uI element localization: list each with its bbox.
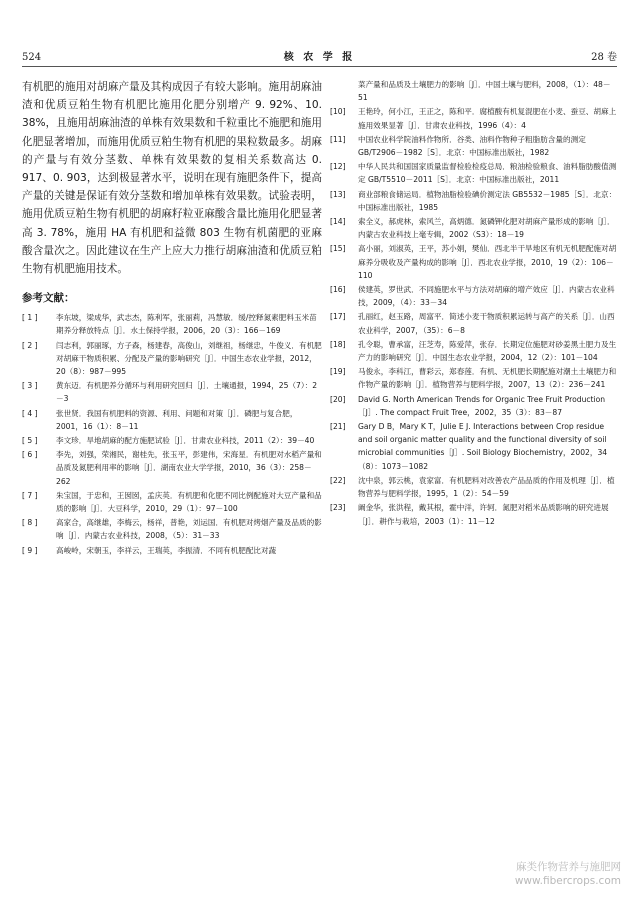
references-heading: 参考文献： bbox=[22, 292, 75, 305]
reference-item bbox=[330, 283, 620, 309]
reference-list-left bbox=[22, 311, 322, 557]
reference-item bbox=[330, 242, 620, 282]
reference-text: 朱宝国，于忠和，王囡囡，孟庆英．有机肥和化肥不同比例配施对大豆产量和品质的影响［J］．大豆科学，2010，29（1）：97－100 bbox=[56, 490, 322, 514]
reference-item bbox=[330, 133, 620, 159]
reference-number: [16] bbox=[330, 285, 346, 295]
reference-text: 中华人民共和国国家质量监督检验检疫总局．粮油检验粮食、油料脂肪酸值测定 GB/T5510－2011［S］．北京：中国标准出版社，2011 bbox=[358, 162, 617, 185]
reference-number: [21] bbox=[330, 422, 346, 432]
reference-item bbox=[330, 78, 620, 104]
reference-number: [ 9 ] bbox=[22, 545, 38, 555]
reference-text: 张世贤．我国有机肥料的资源、利用、问题和对策［J］．磷肥与复合肥，2001，16（1）：8－11 bbox=[56, 408, 298, 431]
reference-item bbox=[330, 215, 620, 241]
page-number: 524 bbox=[22, 52, 42, 63]
reference-item bbox=[330, 474, 620, 500]
reference-item bbox=[22, 379, 322, 405]
reference-item bbox=[330, 310, 620, 336]
reference-number: [12] bbox=[330, 162, 346, 172]
reference-text: David G. North American Trends for Organic Tree Fruit Production［J］. The compact Fruit Tree，2002，35（3）：83－87 bbox=[358, 394, 606, 417]
reference-number: [ 8 ] bbox=[22, 518, 38, 528]
reference-number: [10] bbox=[330, 107, 346, 117]
watermark-url: www.fibercrops.com bbox=[514, 875, 621, 887]
right-column bbox=[330, 78, 620, 529]
reference-text: 阚金华，张洪程，戴其根，霍中洋，许轲．氮肥对稻米品质影响的研究进展［J］．耕作与栽培，2003（1）：11－12 bbox=[358, 503, 609, 526]
reference-item bbox=[330, 105, 620, 131]
reference-number: [20] bbox=[330, 394, 346, 404]
reference-text: 闫志利，郭丽琢，方子森，杨建春，高俊山，刘继祖，杨继忠，牛俊义．有机肥对胡麻干物质积累、分配及产量的影响研究［J］．中国生态农业学报，2012，20（8）：987－995 bbox=[56, 340, 322, 377]
left-column bbox=[22, 78, 322, 558]
reference-item bbox=[330, 160, 620, 186]
reference-text: 马俊永，李科江，曹彩云，郑春莲．有机、无机肥长期配施对潮土土壤肥力和作物产量的影响［J］．植物营养与肥料学报，2007，13（2）：236－241 bbox=[358, 367, 617, 390]
reference-number: [17] bbox=[330, 312, 346, 322]
reference-text: 孔丽红，赵玉路，周富平．简述小麦干物质积累运转与高产的关系［J］．山西农业科学，2007，（35）：6－8 bbox=[358, 312, 615, 335]
body-paragraph: 有机肥的施用对胡麻产量及其构成因子有较大影响。施用胡麻油渣和优质豆粕生物有机肥比施用化肥分别增产 9. 92%、10. 38%，且施用胡麻油渣的单株有效果数和千粒重比不施肥和施用化肥显著增加，而施用优质豆粕生物有机肥的果粒数最多。胡麻的产量与有效分茎数、单株有效果数的复相关系数高达 0. 917、0. 903，达到极显著水平，说明在现有施肥条件下，提高产量的关键是保证有效分茎数和增加单株有效果数。试验表明，施用优质豆粕生物有机肥的胡麻籽粒亚麻酸含量比施用化肥显著高 3. 78%，施用 HA 有机肥和益微 803 生物有机菌肥的亚麻酸含量次之。因此建议在生产上应大力推行胡麻油渣和优质豆粕生物有机肥施用技术。 bbox=[22, 81, 322, 276]
reference-text: 李先，刘强，荣湘民，谢桂先，张玉平，彭建伟，宋海星．有机肥对水稻产量和品质及氮肥利用率的影响［J］．湖南农业大学学报，2010，36（3）：258－262 bbox=[56, 450, 322, 486]
reference-text: 中国农业科学院油料作物所．谷类、油料作物种子粗脂肪含量的测定 GB/T2906－1982［S］．北京：中国标准出版社，1982 bbox=[358, 134, 586, 158]
reference-number: [ 5 ] bbox=[22, 436, 38, 446]
reference-number: [ 6 ] bbox=[22, 450, 38, 460]
reference-item bbox=[330, 338, 620, 364]
reference-text: 王艳玲，何小江，王正之，陈和平．腐植酸有机复混肥在小麦、蚕豆、胡麻上施用效果显著［J］．甘肃农业科技，1996（4）：4 bbox=[358, 107, 617, 130]
reference-number: [15] bbox=[330, 244, 346, 254]
watermark bbox=[515, 860, 621, 888]
reference-number: [11] bbox=[330, 134, 346, 144]
reference-item bbox=[330, 365, 620, 391]
reference-text: 高小丽，刘淑英，王平，苏小娟，樊仙．西北半干旱地区有机无机肥配施对胡麻养分吸收及产量构成的影响［J］．西北农业学报，2010，19（2）：106－110 bbox=[358, 244, 617, 280]
reference-number: [ 7 ] bbox=[22, 490, 38, 500]
reference-item bbox=[22, 311, 322, 337]
journal-title: 核 农 学 报 bbox=[283, 52, 356, 63]
reference-item bbox=[22, 434, 322, 447]
reference-item bbox=[330, 393, 620, 419]
watermark-title: 麻类作物营养与施肥网 bbox=[516, 861, 621, 873]
reference-text: 索全义，郝虎林，索风兰，高炳德．氮磷钾化肥对胡麻产量形成的影响［J］．内蒙古农业科技上毫专辑，2002（S3）：18－19 bbox=[358, 217, 615, 240]
volume-label: 28 卷 bbox=[591, 52, 617, 63]
reference-item bbox=[22, 544, 322, 557]
reference-item bbox=[330, 501, 620, 527]
reference-number: [23] bbox=[330, 503, 346, 513]
reference-text: 高家合，高继雄，李梅云，杨祥，普艳，刘运国．有机肥对烤烟产量及品质的影响［J］．内蒙古农业科技，2008，（5）：31－33 bbox=[56, 518, 322, 541]
reference-item bbox=[22, 339, 322, 379]
reference-text: 高峻岭，宋朝玉，李祥云，王瑞英，李振清．不同有机肥配比对蔬 bbox=[56, 545, 277, 555]
reference-item bbox=[22, 516, 322, 542]
reference-item bbox=[22, 489, 322, 515]
reference-number: [13] bbox=[330, 189, 346, 199]
reference-number: [19] bbox=[330, 367, 346, 377]
reference-text: Gary D B，Mary K T，Julie E J. Interactions between Crop residue and soil organic matter quality and the functional diversity of soil microbial communities［J］. Soil Biology Biochemistry，2002，34（8）：1073－1082 bbox=[358, 422, 608, 471]
reference-text: 菜产量和品质及土壤肥力的影响［J］．中国土壤与肥料，2008，（1）：48－51 bbox=[358, 80, 611, 103]
reference-number: [ 1 ] bbox=[22, 313, 38, 323]
reference-text: 沈中泉，郭云桃，袁家富．有机肥料对改善农产品品质的作用及机理［J］．植物营养与肥料学报，1995，1（2）：54－59 bbox=[358, 475, 615, 499]
reference-item bbox=[22, 448, 322, 488]
reference-text: 侯建英，罗世武．不同施肥水平与方法对胡麻的增产效应［J］．内蒙古农业科技，2009，（4）：33－34 bbox=[358, 285, 615, 308]
reference-number: [18] bbox=[330, 339, 346, 349]
reference-text: 商业部粮食储运局．植物油脂检验碘价测定法 GB5532－1985［S］．北京：中国标准出版社，1985 bbox=[358, 189, 617, 212]
reference-number: [14] bbox=[330, 217, 346, 227]
reference-number: [ 4 ] bbox=[22, 408, 38, 418]
reference-item bbox=[330, 188, 620, 214]
reference-item bbox=[330, 420, 620, 473]
reference-number: [22] bbox=[330, 475, 346, 485]
reference-text: 黄东迈．有机肥养分循环与利用研究回归［J］．土壤通报，1994，25（7）：2－3 bbox=[56, 381, 318, 404]
reference-text: 李文珍．旱地胡麻的配方施肥试验［J］．甘肃农业科技，2011（2）：39－40 bbox=[56, 436, 315, 446]
reference-item bbox=[22, 407, 322, 433]
reference-text: 李东坡，梁成华，武志杰，陈利军，张丽莉，冯慧敏．缓/控释氮素肥料玉米苗期养分释放特点［J］．水土保持学报，2006，20（3）：166－169 bbox=[56, 313, 317, 336]
reference-number: [ 3 ] bbox=[22, 381, 38, 391]
reference-list-right bbox=[330, 78, 620, 528]
page-header bbox=[22, 50, 617, 67]
reference-text: 孔令聪，曹承富，汪芝寿，陈爱萍，张存．长期定位施肥对砂姜黑土肥力及生产力的影响研究［J］．中国生态农业学报，2004，12（2）：101－104 bbox=[358, 339, 617, 363]
reference-number: [ 2 ] bbox=[22, 340, 38, 350]
